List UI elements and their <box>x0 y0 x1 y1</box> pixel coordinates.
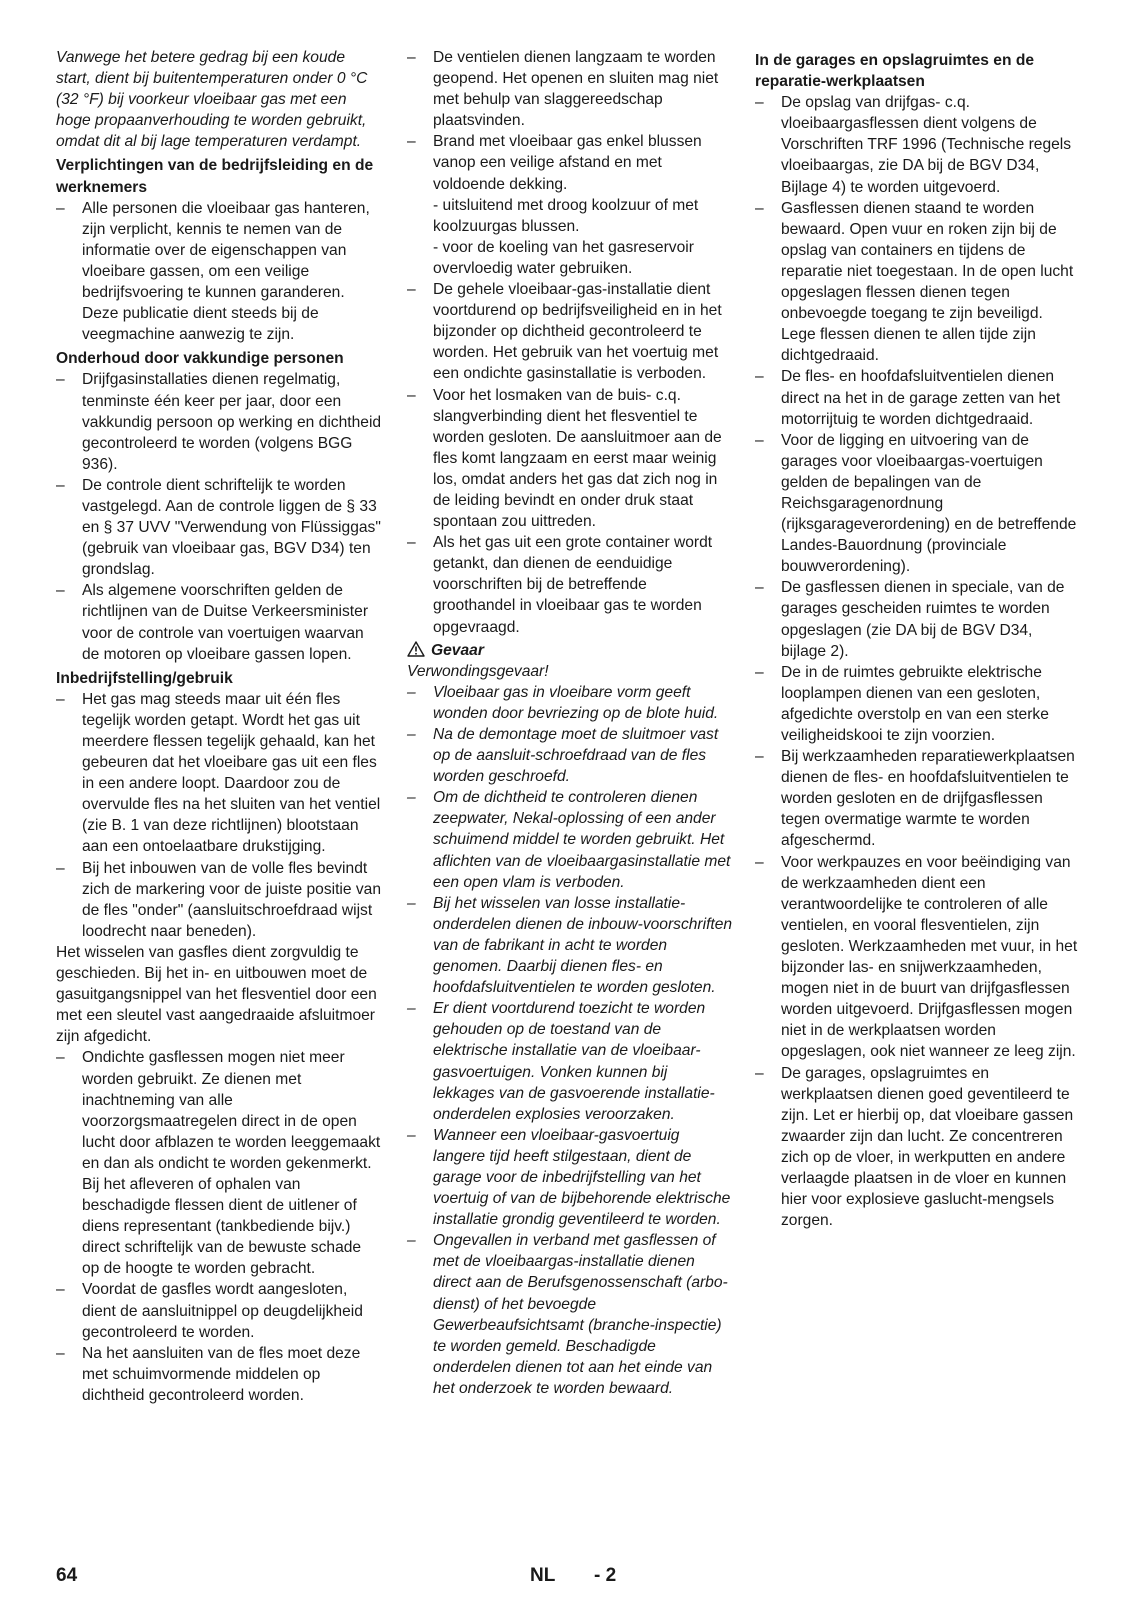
list-item: – Voordat de gasfles wordt aangesloten, dient de aansluitnippel op deugdelijkheid gecontroleerd te worden. <box>56 1281 363 1341</box>
danger-heading <box>407 640 733 661</box>
list-garages <box>755 92 1081 1231</box>
list-item: – Voor het losmaken van de buis- c.q. slangverbinding dient het flesventiel te worden gesloten. De aansluitmoer aan de fles komt langzaam en eerst maar weinig los, omdat anders het gas dat zich nog in de leiding bevindt en onder druk staat spontaan zou uittreden. <box>407 386 722 531</box>
list-item: – De ventielen dienen langzaam te worden geopend. Het openen en sluiten mag niet met behulp van slaggereedschap plaatsvinden. <box>407 49 719 130</box>
list-item: – De in de ruimtes gebruikte elektrische looplampen dienen van een gesloten, afgedichte overstolp en van een sterke veiligheidskooi te zijn voorzien. <box>755 663 1049 744</box>
list-item: – De gehele vloeibaar-gas-installatie dient voortdurend op bedrijfsveiligheid en in het bijzonder op dichtheid gecontroleerd te worden. Het gebruik van het voertuig met een ondichte gasinstallatie is verboden. <box>407 281 722 383</box>
list-item: – Na het aansluiten van de fles moet deze met schuimvormende middelen op dichtheid gecontroleerd worden. <box>56 1344 361 1404</box>
list-item: – Als het gas uit een grote container wordt getankt, dan dienen de eenduidige voorschriften bij de betreffende groothandel in vloeibaar gas te worden opgevraagd. <box>407 534 713 636</box>
list-item: – Alle personen die vloeibaar gas hanteren, zijn verplicht, kennis te nemen van de informatie over de eigenschappen van vloeibare gassen, om een veilige bedrijfsvoering te kunnen garanderen. Deze publicatie dient steeds bij de veegmachine aanwezig te zijn. <box>56 199 370 344</box>
list-item: – Ongevallen in verband met gasflessen of met de vloeibaargas-installatie dienen direct aan de Berufsgenossenschaft (arbo-dienst) of het bevoegde Gewerbeaufsichtsamt (branche-inspectie) te worden gemeld. Beschadigde onderdelen dienen tot aan het einde van het onderzoek te worden bewaard. <box>407 1232 728 1397</box>
list-item: – Als algemene voorschriften gelden de richtlijnen van de Duitse Verkeersminister voor de controle van voertuigen waarvan de motoren op vloeibare gassen lopen. <box>56 582 369 663</box>
page-number: 64 <box>56 1565 78 1586</box>
list-item: – Drijfgasinstallaties dienen regelmatig, tenminste één keer per jaar, door een vakkundig persoon op werking en dichtheid gecontroleerd te worden (volgens BGG 936). <box>56 371 382 473</box>
list-item: – Wanneer een vloeibaar-gasvoertuig langere tijd heeft stilgestaan, dient de garage voor de inbedrijfstelling van het voertuig of van de bijbehorende elektrische installatie grondig geventileerd te worden. <box>407 1126 731 1229</box>
heading-obligations: Verplichtingen van de bedrijfsleiding en de werknemers <box>56 157 374 196</box>
list-item: – De opslag van drijfgas- c.q. vloeibaargasflessen dient volgens de Vorschriften TRF 1996 (Technische regels vloeibaargas, zie DA bij de BGV D34, Bijlage 4) te worden uitgevoerd. <box>755 94 1072 196</box>
list-obligations <box>56 198 382 346</box>
list-item: – Vloeibaar gas in vloeibare vorm geeft wonden door bevriezing op de blote huid. <box>407 683 719 722</box>
list-valves <box>407 47 733 195</box>
list-item: – Voor werkpauzes en voor beëindiging van de werkzaamheden dient een verantwoordelijke te controleren of alle ventielen, en vooral flesventielen, zijn gesloten. Werkzaamheden met vuur, in het bijzonder las- en snijwerkzaamheden, mogen niet in de buurt van drijfgasflessen worden uitgevoerd. Drijfgasflessen mogen niet in de werkplaatsen worden opgeslagen, ook niet wanneer ze leeg zijn. <box>755 853 1078 1061</box>
warning-triangle-icon <box>407 641 425 657</box>
list-item: – Voor de ligging en uitvoering van de garages voor vloeibaargas-voertuigen gelden de bepalingen van de Reichsgaragenordnung (rijksgarageverordening) en de betreffende Landes-Bauordnung (provinciale bouwverordening). <box>755 431 1077 576</box>
sub-item: - uitsluitend met droog koolzuur of met koolzuurgas blussen. <box>433 196 699 235</box>
list-item: – De controle dient schriftelijk te worden vastgelegd. Aan de controle liggen de § 33 en § 37 UVV "Verwendung von Flüssiggas" (gebruik van vloeibaar gas, BGV D34) ten grondslag. <box>56 476 381 579</box>
list-item: – Ondichte gasflessen mogen niet meer worden gebruikt. Ze dienen met inachtneming van alle voorzorgsmaatregelen direct in de open lucht door afblazen te worden leeggemaakt en dan als ondicht te worden gekenmerkt. Bij het afleveren of ophalen van beschadigde flessen dient de uitlener of diens representant (tankbediende bijv.) direct schriftelijk van de bewuste schade op de hoogte te worden gebracht. <box>56 1049 381 1278</box>
list-item: – Om de dichtheid te controleren dienen zeepwater, Nekal-oplossing of een ander schuimend middel te worden gebruikt. Het aflichten van de vloeibaargasinstallatie met een open vlam is verboden. <box>407 789 731 891</box>
heading-maintenance: Onderhoud door vakkundige personen <box>56 350 344 368</box>
danger-title: Gevaar <box>431 641 484 659</box>
column-2 <box>407 47 733 1399</box>
list-commissioning <box>56 689 382 942</box>
list-gas-bottles <box>56 1047 382 1406</box>
heading-garages: In de garages en opslagruimtes en de reparatie-werkplaatsen <box>755 52 1035 91</box>
list-item: – Gasflessen dienen staand te worden bewaard. Open vuur en roken zijn bij de opslag van containers en tijdens de reparatie niet toegestaan. In de open lucht opgeslagen flessen dienen tegen onbevoegde toegang te zijn beveiligd. Lege flessen dienen te allen tijde zijn dichtgedraaid. <box>755 199 1074 365</box>
language-code: NL <box>530 1565 556 1586</box>
section-number: - 2 <box>594 1565 617 1586</box>
list-item: – Bij het inbouwen van de volle fles bevindt zich de markering voor de juiste positie van de fles "onder" (aansluitschroefdraad wijst loodrecht naar beneden). <box>56 859 382 940</box>
intro-paragraph: Vanwege het betere gedrag bij een koude start, dient bij buitentemperaturen onder 0 °C (32 °F) bij voorkeur vloeibaar gas met een hoge propaanverhouding te worden gebruikt, omdat dit al bij lage temperaturen verdampt. <box>56 49 368 151</box>
list-item: – De gasflessen dienen in speciale, van de garages gescheiden ruimtes te worden opgeslagen (zie DA bij de BGV D34, bijlage 2). <box>755 579 1065 660</box>
list-item: – Er dient voortdurend toezicht te worden gehouden op de toestand van de elektrische installatie van de vloeibaar-gasvoertuigen. Vonken kunnen bij lekkages van de gasvoerende installatie-onderdelen explosies veroorzaken. <box>407 1000 715 1123</box>
sub-item: - voor de koeling van het gasreservoir overvloedig water gebruiken. <box>433 238 694 277</box>
list-item: – Brand met vloeibaar gas enkel blussen vanop een veilige afstand en met voldoende dekking. <box>407 133 702 193</box>
list-item: – Het gas mag steeds maar uit één fles tegelijk worden getapt. Wordt het gas uit meerdere flessen tegelijk gehaald, kan het gebeuren dat het vloeibare gas uit een fles in een andere loopt. Daardoor zou de overvulde fles na het sluiten van het ventiel (zie B. 1 van deze richtlijnen) blootstaan aan een ontoelaatbare drukstijging. <box>56 690 381 856</box>
list-item: – De garages, opslagruimtes en werkplaatsen dienen goed geventileerd te zijn. Let er hierbij op, dat vloeibare gassen zwaarder zijn dan lucht. Ze concentreren zich op de vloer, in werkputten en andere verlaagde plaatsen in de vloer en kunnen hier voor explosieve gaslucht-mengsels zorgen. <box>755 1064 1074 1230</box>
list-item: – De fles- en hoofdafsluitventielen dienen direct na het in de garage zetten van het motorrijtuig te worden dichtgedraaid. <box>755 368 1061 428</box>
body-paragraph: Het wisselen van gasfles dient zorgvuldig te geschieden. Bij het in- en uitbouwen moet de gasuitgangsnippel van het flesventiel door een met een sleutel vast aangedraaide afsluitmoer zijn afgedicht. <box>56 943 377 1046</box>
list-item: – Bij werkzaamheden reparatiewerkplaatsen dienen de fles- en hoofdafsluitventielen te worden gesloten en de drijfgasflessen tegen overmatige warmte te worden afgeschermd. <box>755 748 1075 850</box>
list-maintenance <box>56 369 382 664</box>
column-3 <box>755 47 1081 1231</box>
list-item: – Bij het wisselen van losse installatie-onderdelen dienen de inbouw-voorschriften van de fabrikant in acht te worden genomen. Daarbij dienen fles- en hoofdafsluitventielen te worden gesloten. <box>407 894 733 997</box>
list-danger <box>407 682 733 1399</box>
list-installation <box>407 279 733 638</box>
heading-commissioning: Inbedrijfstelling/gebruik <box>56 669 233 687</box>
danger-subtitle: Verwondingsgevaar! <box>407 662 549 680</box>
column-1 <box>56 47 382 1406</box>
list-item: – Na de demontage moet de sluitmoer vast op de aansluit-schroefdraad van de fles worden geschroefd. <box>407 726 719 786</box>
